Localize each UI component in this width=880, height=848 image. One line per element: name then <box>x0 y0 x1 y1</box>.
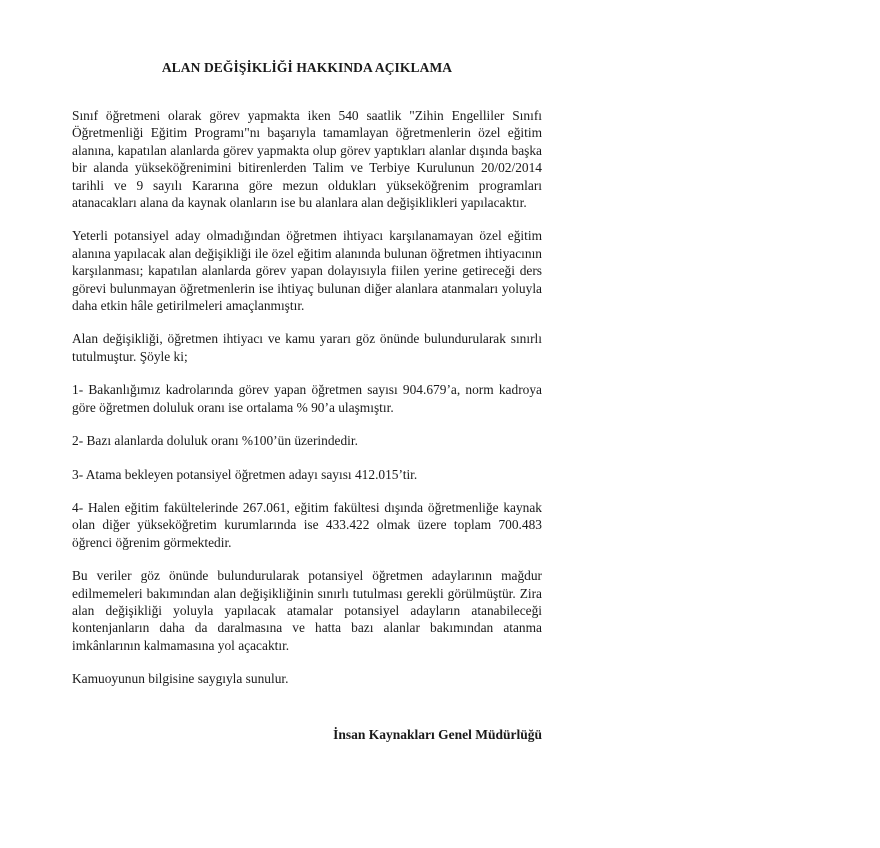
list-item-candidate-count: 3- Atama bekleyen potansiyel öğretmen adayı sayısı 412.015’tir. <box>72 466 418 482</box>
list-item-student-count: 4- Halen eğitim fakültelerinde 267.061, eğitim fakültesi dışında öğretmenliğe kaynak olan diğer yükseköğretim kurumlarında ise 433.422 olmak üzere toplam 700.483 öğrenci öğrenim görmektedir. <box>72 499 542 550</box>
paragraph-conclusion: Bu veriler göz önünde bulundurularak potansiyel öğretmen adaylarının mağdur edilmemeleri bakımından alan değişikliğinin sınırlı tutulması gerekli görülmüştür. Zira alan değişikliği yoluyla yapılacak atamalar potansiyel adayların atanabileceği kontenjanların daha da daralmasına ve hatta bazı alanlar bakımından atanma imkânlarının kalmamasına yol açacaktır. <box>72 568 542 653</box>
list-item-teacher-count: 1- Bakanlığımız kadrolarında görev yapan öğretmen sayısı 904.679’a, norm kadroya göre öğretmen doluluk oranı ise ortalama % 90’a ulaşmıştır. <box>72 382 542 415</box>
document-body <box>72 107 542 704</box>
signature-authority: İnsan Kaynakları Genel Müdürlüğü <box>333 727 542 742</box>
paragraph-purpose: Yeterli potansiyel aday olmadığından öğretmen ihtiyacı karşılanamayan özel eğitim alanına yapılacak alan değişikliği ile özel eğitim alanında bulunan öğretmen ihtiyacının karşılanması; kapatılan alanlarda görev yapan dolayısıyla fiilen yerine getireceği ders görevi bulunmayan öğretmenlerin ise ihtiyaç bulunan diğer alanlara atanmaları yoluyla daha etkin hâle getirilmeleri amaçlanmıştır. <box>72 228 542 314</box>
list-item-occupancy-rate: 2- Bazı alanlarda doluluk oranı %100’ün üzerindedir. <box>72 433 358 449</box>
paragraph-intro: Sınıf öğretmeni olarak görev yapmakta iken 540 saatlik "Zihin Engelliler Sınıfı Öğretmenliği Eğitim Programı"nı başarıyla tamamlayan öğretmenlerin özel eğitim alanına, kapatılan alanlarda görev yapmakta olup görev yaptıkları alanlar dışında başka bir alanda yükseköğrenimini bitirenlerden Talim ve Terbiye Kurulunun 20/02/2014 tarihli ve 9 sayılı Kararına göre mezun oldukları yükseköğrenim programları atanacakları alana da kaynak olanların ise bu alanlara alan değişiklikleri yapılacaktır. <box>72 108 542 211</box>
paragraph-closing: Kamuoyunun bilgisine saygıyla sunulur. <box>72 671 289 687</box>
paragraph-limitation: Alan değişikliği, öğretmen ihtiyacı ve kamu yararı göz önünde bulundurularak sınırlı tutulmuştur. Şöyle ki; <box>72 331 542 364</box>
document-title: ALAN DEĞİŞİKLİĞİ HAKKINDA AÇIKLAMA <box>161 60 453 75</box>
